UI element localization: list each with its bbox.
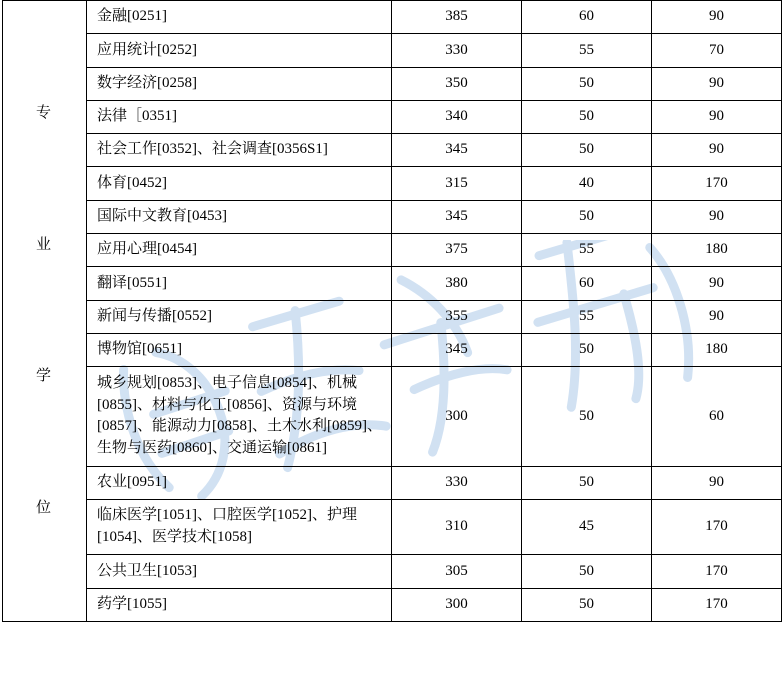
total-score: 315	[392, 167, 522, 200]
major-name: 国际中文教育[0453]	[87, 200, 392, 233]
major-name: 农业[0951]	[87, 466, 392, 499]
category-char-1: 专	[35, 104, 53, 121]
total-score: 300	[392, 588, 522, 621]
sum-score: 90	[652, 300, 782, 333]
single-subject-score: 50	[522, 134, 652, 167]
total-score: 345	[392, 134, 522, 167]
sum-score: 180	[652, 233, 782, 266]
table-row	[3, 333, 782, 366]
total-score: 350	[392, 67, 522, 100]
single-subject-score: 50	[522, 333, 652, 366]
major-name: 翻译[0551]	[87, 267, 392, 300]
table-row	[3, 167, 782, 200]
single-subject-score: 55	[522, 34, 652, 67]
single-subject-score: 50	[522, 67, 652, 100]
table-row	[3, 233, 782, 266]
single-subject-score: 60	[522, 1, 652, 34]
sum-score: 90	[652, 100, 782, 133]
total-score: 310	[392, 499, 522, 554]
major-name: 新闻与传播[0552]	[87, 300, 392, 333]
total-score: 345	[392, 200, 522, 233]
sum-score: 90	[652, 134, 782, 167]
major-name: 法律［0351]	[87, 100, 392, 133]
category-char-2: 业	[35, 236, 53, 253]
major-name: 博物馆[0651]	[87, 333, 392, 366]
sum-score: 90	[652, 466, 782, 499]
major-name: 应用统计[0252]	[87, 34, 392, 67]
table-row	[3, 34, 782, 67]
table-row	[3, 1, 782, 34]
table-row	[3, 300, 782, 333]
single-subject-score: 50	[522, 200, 652, 233]
major-name: 数字经济[0258]	[87, 67, 392, 100]
total-score: 300	[392, 367, 522, 467]
single-subject-score: 60	[522, 267, 652, 300]
sum-score: 90	[652, 1, 782, 34]
sum-score: 90	[652, 67, 782, 100]
table-row	[3, 367, 782, 467]
sum-score: 170	[652, 499, 782, 554]
sum-score: 90	[652, 200, 782, 233]
total-score: 340	[392, 100, 522, 133]
total-score: 330	[392, 34, 522, 67]
admission-score-table	[2, 0, 782, 622]
major-name: 临床医学[1051]、口腔医学[1052]、护理[1054]、医学技术[1058]	[87, 499, 392, 554]
single-subject-score: 50	[522, 555, 652, 588]
total-score: 380	[392, 267, 522, 300]
major-name: 体育[0452]	[87, 167, 392, 200]
sum-score: 170	[652, 588, 782, 621]
category-char-4: 位	[35, 500, 53, 517]
sum-score: 70	[652, 34, 782, 67]
major-name: 城乡规划[0853]、电子信息[0854]、机械[0855]、材料与化工[0856]、资源与环境[0857]、能源动力[0858]、土木水利[0859]、生物与医药[0860]、交通运输[0861]	[87, 367, 392, 467]
table-row	[3, 200, 782, 233]
table-row	[3, 100, 782, 133]
major-name: 药学[1055]	[87, 588, 392, 621]
sum-score: 60	[652, 367, 782, 467]
category-char-3: 学	[35, 368, 53, 385]
table-row	[3, 555, 782, 588]
table-row	[3, 267, 782, 300]
table-row	[3, 588, 782, 621]
sum-score: 90	[652, 267, 782, 300]
category-cell-professional-degree	[3, 1, 87, 622]
sum-score: 170	[652, 167, 782, 200]
single-subject-score: 45	[522, 499, 652, 554]
total-score: 330	[392, 466, 522, 499]
table-row	[3, 134, 782, 167]
sum-score: 180	[652, 333, 782, 366]
total-score: 355	[392, 300, 522, 333]
single-subject-score: 50	[522, 588, 652, 621]
single-subject-score: 50	[522, 367, 652, 467]
total-score: 375	[392, 233, 522, 266]
single-subject-score: 50	[522, 466, 652, 499]
major-name: 应用心理[0454]	[87, 233, 392, 266]
single-subject-score: 55	[522, 233, 652, 266]
total-score: 305	[392, 555, 522, 588]
major-name: 公共卫生[1053]	[87, 555, 392, 588]
table-row	[3, 466, 782, 499]
table-row	[3, 499, 782, 554]
total-score: 385	[392, 1, 522, 34]
single-subject-score: 50	[522, 100, 652, 133]
single-subject-score: 55	[522, 300, 652, 333]
major-name: 金融[0251]	[87, 1, 392, 34]
sum-score: 170	[652, 555, 782, 588]
major-name: 社会工作[0352]、社会调查[0356S1]	[87, 134, 392, 167]
single-subject-score: 40	[522, 167, 652, 200]
table-row	[3, 67, 782, 100]
total-score: 345	[392, 333, 522, 366]
